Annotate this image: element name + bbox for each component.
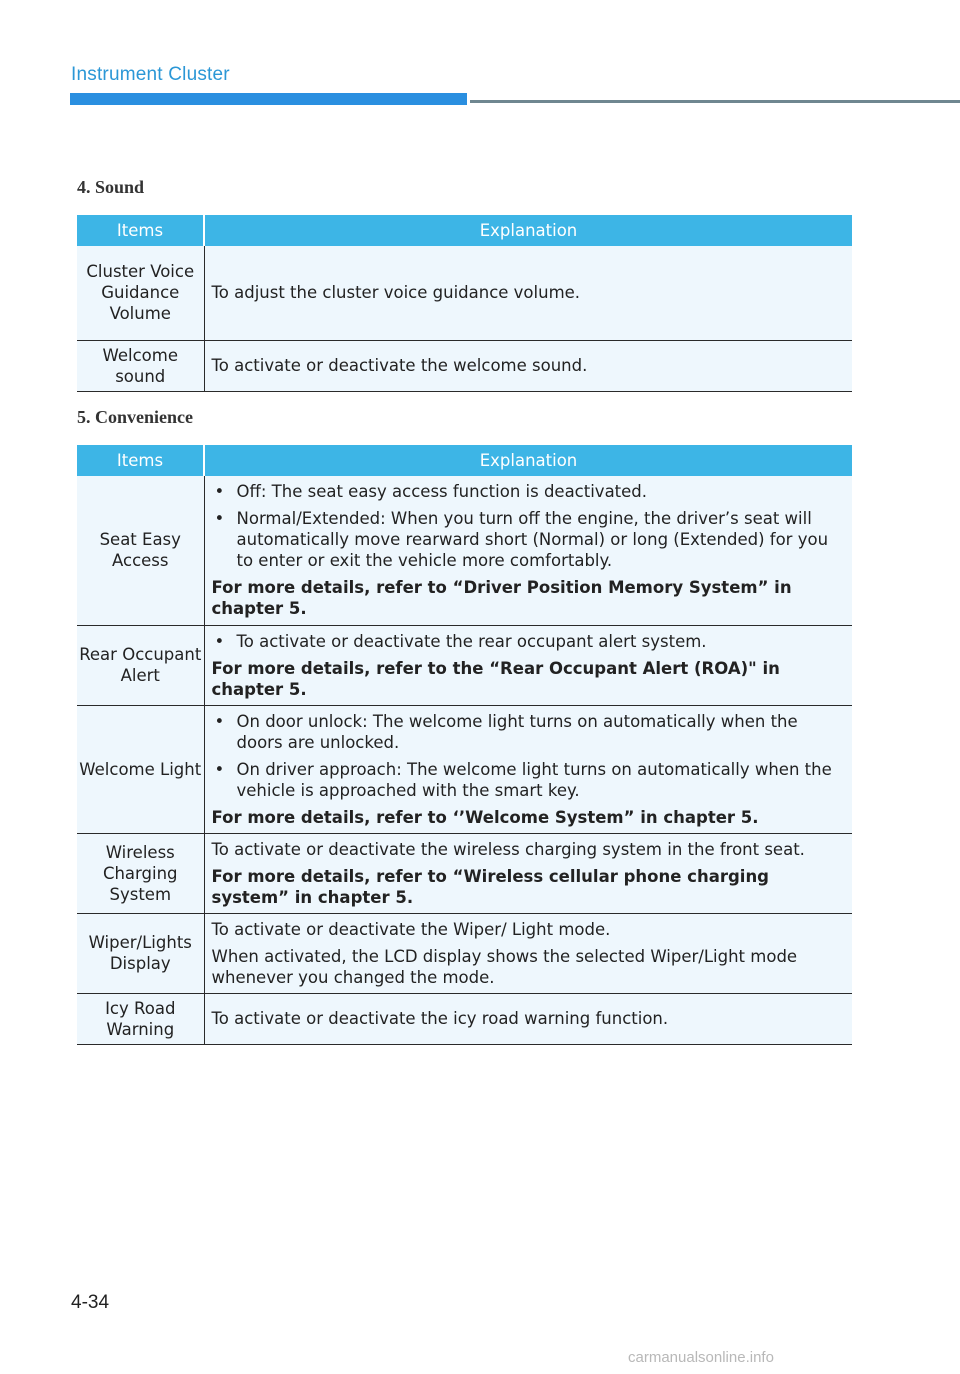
table-row [77,340,852,391]
reference-note: For more details, refer to the “Rear Occupant Alert (ROA)" in chapter 5. [211,658,780,699]
reference-note: For more details, refer to ‘’Welcome System” in chapter 5. [211,807,759,827]
column-header-items: Items [77,215,204,246]
section-title-sound: 4. Sound [77,177,145,197]
row-item: Rear Occupant Alert [77,625,204,705]
row-explanation [204,913,852,993]
table-row [77,833,852,913]
row-item: Icy Road Warning [77,993,204,1044]
row-item: Cluster Voice Guidance Volume [77,246,204,340]
page-number: 4-34 [71,1292,110,1313]
section-header-title: Instrument Cluster [71,64,230,85]
convenience-table [77,445,852,1045]
table-row [77,913,852,993]
bullet-item: • To activate or deactivate the rear occupant alert system. [212,631,847,652]
bullet-list [212,711,847,801]
column-header-explanation: Explanation [204,215,852,246]
bullet-item: • On driver approach: The welcome light turns on automatically when the vehicle is approached with the smart key. [212,759,847,801]
explanation-text: When activated, the LCD display shows the selected Wiper/Light mode whenever you changed the mode. [211,946,798,987]
row-explanation [204,625,852,705]
row-explanation [204,246,852,340]
row-item: Wiper/Lights Display [77,913,204,993]
column-header-explanation: Explanation [204,445,852,476]
row-item: Seat Easy Access [77,476,204,625]
row-explanation [204,476,852,625]
explanation-text: To activate or deactivate the icy road warning function. [211,1009,669,1028]
explanation-text: To activate or deactivate the wireless charging system in the front seat. [211,839,805,859]
table-row [77,993,852,1044]
bullet-item: • On door unlock: The welcome light turns on automatically when the doors are unlocked. [212,711,847,753]
bullet-item: • Off: The seat easy access function is deactivated. [212,481,847,502]
explanation-text: To adjust the cluster voice guidance volume. [211,283,581,303]
explanation-text: To activate or deactivate the Wiper/ Light mode. [211,919,611,939]
explanation-text: To activate or deactivate the welcome sound. [211,356,588,375]
table-row [77,705,852,833]
column-header-items: Items [77,445,204,476]
table-header-row [77,445,852,476]
header-accent-bar [70,93,467,105]
bullet-list [212,481,847,571]
table-header-row [77,215,852,246]
row-item: Wireless Charging System [77,833,204,913]
reference-note: For more details, refer to “Driver Position Memory System” in chapter 5. [211,578,792,619]
row-item: Welcome Light [77,705,204,833]
table-row [77,476,852,625]
bullet-list [212,631,847,652]
row-explanation [204,993,852,1044]
row-explanation [204,705,852,833]
table-row [77,625,852,705]
sound-table [77,215,852,392]
section-title-convenience: 5. Convenience [77,407,193,427]
row-explanation [204,340,852,391]
header-rule [470,100,960,103]
table-row [77,246,852,340]
bullet-item: • Normal/Extended: When you turn off the engine, the driver’s seat will automatically move rearward short (Normal) or long (Extended) for you to enter or exit the vehicle more comfortably. [212,508,847,571]
watermark-text: carmanualsonline.info [628,1349,774,1366]
row-item: Welcome sound [77,340,204,391]
reference-note: For more details, refer to “Wireless cellular phone charging system” in chapter 5. [211,866,769,907]
row-explanation [204,833,852,913]
